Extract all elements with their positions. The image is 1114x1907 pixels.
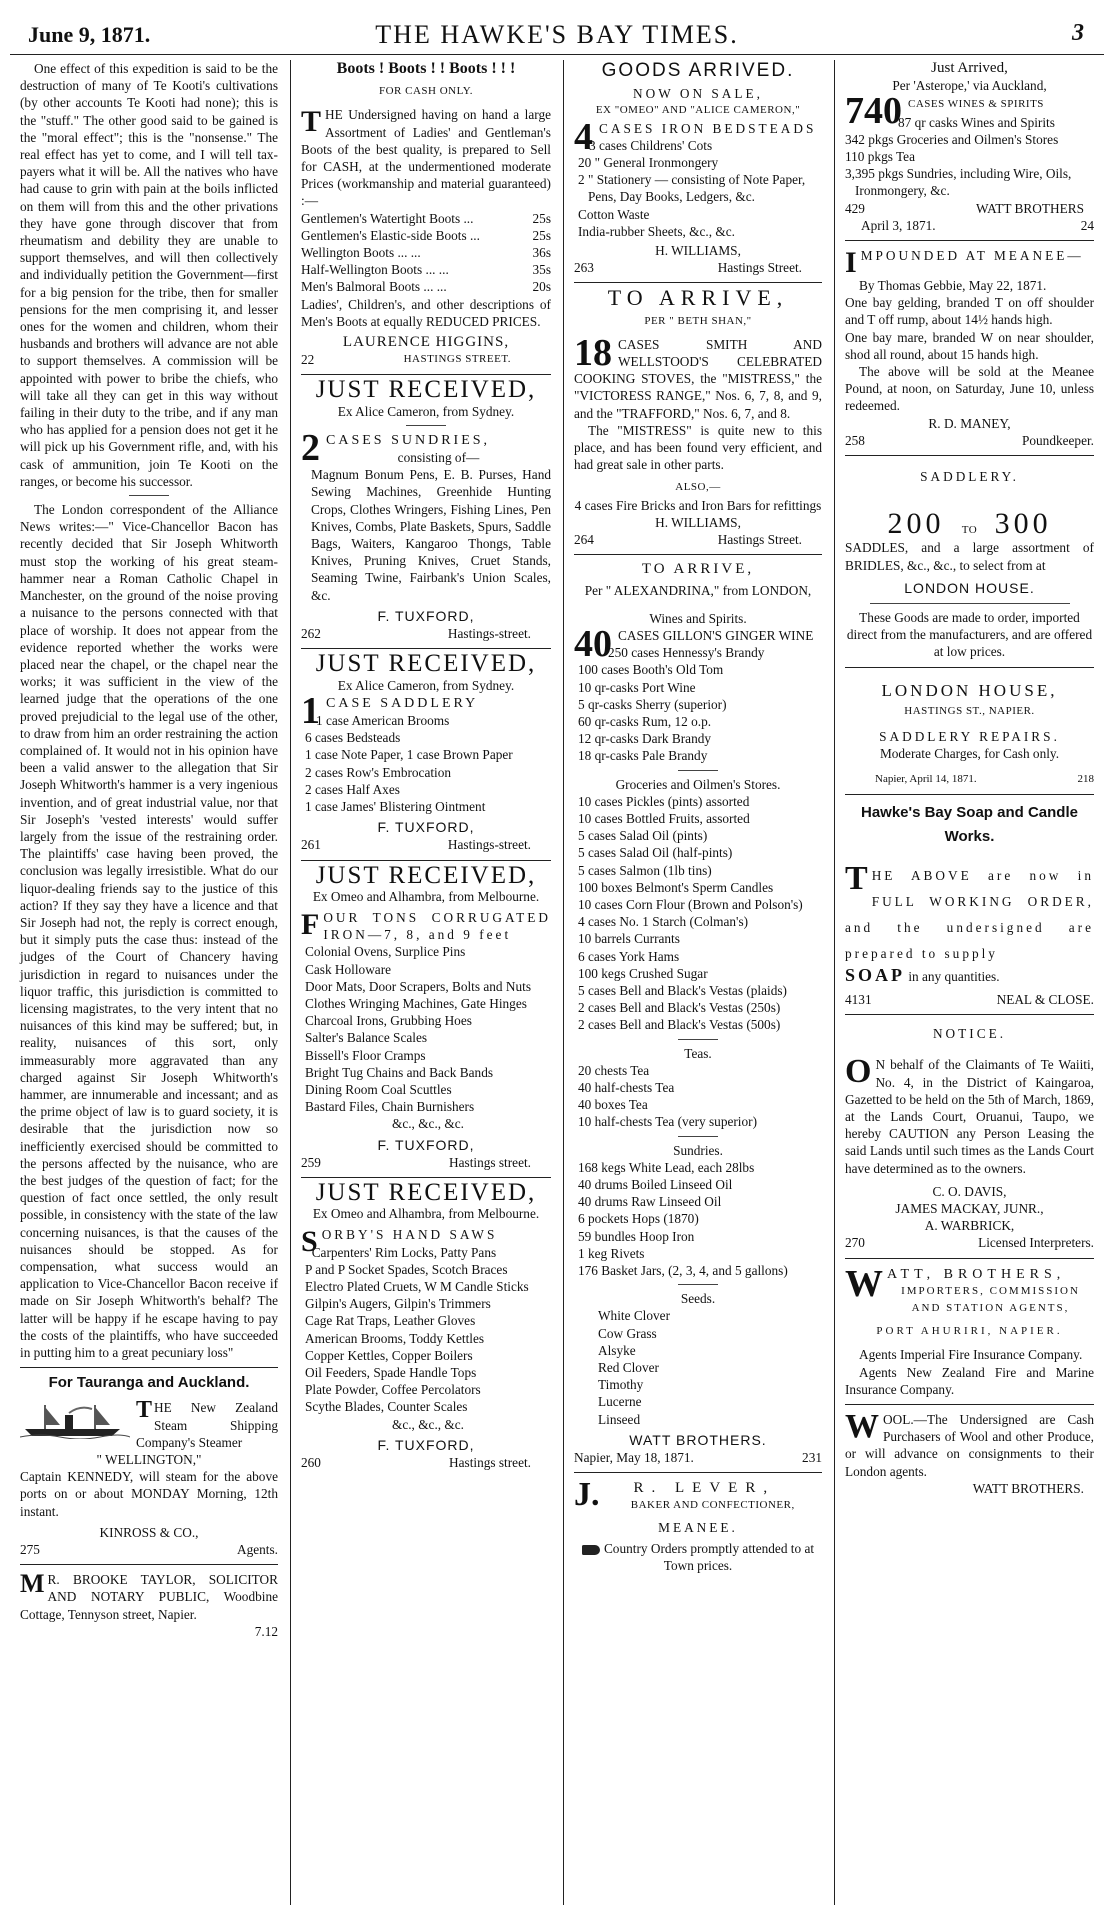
ad-heading: JUST RECEIVED, — [315, 376, 537, 404]
ad-number: 4131 — [845, 991, 872, 1007]
article-whitworth: The London correspondent of the Alliance News writes:—" Vice-Chancellor Bacon has recently decided that Sir Joseph Whitworth must stop the working of his great steam-hammer near a Roman Catholic Chapel in Manchester, on the ground of the noise proving a nuisance to the persons connected with that place of worship. It does not appear from the evidence reported whether the works were placed near the chapel, or the chapel near the works; it was sufficient in the view of the learned judge that the operations of the one proved prejudicial to the legal use of the other, to draw from him an order restraining the action complained of. It would not in his opinion have been a valid answer to the allegation that Sir Joseph Whitworth's hammer is a very ingenious invention, and of great industrial value, nor that Sir Joseph's 'vested interests' would suffer largely from the issue of the restraining order. The plaintiffs' case having been proved, the conclusion was legally irresistible. What do our liquor-dealing friends say to the justice of this action? If they say they have a licence and that Sir Joseph had not, the reply is correct enough, but it simply puts the case thus: instead of the judges of the Court of Chancery having jurisdiction in regard to nuisances under the liquor traffic, this jurisdiction is committed to licensing magistrates, to the very intent that no nuisances of this kind may be suffered; but, in reality, nuisances of this sort, only immeasurably more aggravated than any charged against Sir Joseph Whitworth's hammer, are innumerable and incessant; and as the prime object of law is to guard society, it is desirable that the jurisdiction now so inefficiently exercised should be committed to the persons affected by the nuisance, who are the best judges of the question of fact; for the question of fact once settled, the only result possible, in consistency with the state of the law concerning nuisances, is that the causes of the nuisances should be stopped. As for compensation, what success would an application to Vice-Chancellor Bacon receive if made on Sir Joseph Whitworth's behalf? The latter will be happy if he escape having to pay the costs of the plaintiffs, who have succeeded in putting him to a great pecuniary loss" — [20, 502, 278, 1361]
article-te-kooti: One effect of this expedition is said to be the destruction of many of Te Kooti's cultivations (by other accounts Te Kooti had none); this is the "stuff." The other good said to be gained is the "moral effect"; this is the "nonsense." The real effect has yet to come, and I will tell tax-payers what it will be. All the natives who have had cause to grin with pain at the boils inflicted on them will from this and the other privations they have gone through discover that from rheumatism and debility they are unable to support themselves, and will then collectively and individually petition the Government—first for a big pension for the tribe, then for smaller pensions for the men comprising it, and lesser ones for the women and children, whom their husbands and brothers will advance are not able to support themselves. A commission will be appointed with power to bribe the chiefs, who will take all they can get in this way without failing in their duty to the tribe, and if any man who has applied for a pension does not get it he will pick up his Government rifle, and, with his cask of ammunition, join Te Kooti on the ranges, or become his successor. — [20, 61, 278, 489]
ad-tail: in any quantities. — [908, 968, 1000, 984]
ad-signature: WATT BROTHERS. — [629, 1431, 767, 1448]
ad-number-2: 24 — [1080, 217, 1094, 233]
divider — [845, 1258, 1094, 1259]
ad-number: 231 — [802, 1450, 822, 1466]
ad-heading: JUST RECEIVED, — [315, 1178, 537, 1206]
ad-body: N behalf of the Claimants of Te Waiiti, No. 4, in the District of Kaingaroa, Gazetted to be held on the 5th of March, 1869, at the Lands Court, Oruanui, Taupo, we hereby CAUTION any Person Leasing the said Lands until such times as the Lands Court have determined as to the owners. — [845, 1057, 1094, 1176]
ad-wool: WOOL.—The Undersigned are Cash Purchasers of Wool and other Produce, or will advance on consignments to their London agents. WATT BROTHERS. — [845, 1407, 1094, 1496]
list-item: 2 cases Bell and Black's Vestas (500s) — [578, 1017, 781, 1033]
ad-heading: Hawke's Bay Soap and Candle Works. — [861, 803, 1078, 845]
ad-to-arrive-alexandrina — [574, 561, 822, 1466]
ad-title: CASES WINES & SPIRITS — [908, 98, 1044, 111]
list-item: &c., &c., &c. — [391, 1416, 464, 1432]
section-heading: Teas. — [684, 1045, 712, 1061]
ad-heading: Just Arrived, — [931, 60, 1008, 76]
column-4 — [834, 60, 1104, 1905]
list-item: 6 pockets Hops (1870) — [578, 1211, 699, 1227]
list-item: Colonial Ovens, Surplice Pins — [305, 944, 466, 960]
ad-subheading: Ex Omeo and Alhambra, from Melbourne. — [312, 1206, 540, 1222]
issue-date: June 9, 1871. — [28, 22, 151, 47]
list-item: 20 chests Tea — [578, 1062, 650, 1078]
list-item: 4 cases No. 1 Starch (Colman's) — [578, 914, 749, 930]
ad-number: 7.12 — [254, 1623, 278, 1639]
ad-body-1: Agents Imperial Fire Insurance Company. — [859, 1347, 1083, 1363]
ad-subheading-2: EX "OMEO" AND "ALICE CAMERON," — [595, 104, 801, 117]
ad-address: Hastings Street. — [717, 532, 802, 548]
ad-big-number: 1 — [301, 689, 320, 732]
pointing-hand-icon — [582, 1545, 600, 1555]
divider — [845, 1404, 1094, 1405]
list-item: Clothes Wringing Machines, Gate Hinges — [305, 995, 527, 1011]
ad-address: Hastings-street. — [447, 837, 531, 853]
ad-heading: For Tauranga and Auckland. — [48, 1374, 250, 1392]
list-item: 10 cases Pickles (pints) assorted — [578, 793, 750, 809]
list-item: 20 " General Ironmongery — [578, 155, 719, 171]
list-item: 2 cases Half Axes — [305, 781, 400, 797]
ad-just-received-4: JUST RECEIVED, Ex Omeo and Alhambra, from Melbourne. SORBY'S HAND SAWS Carpenters' Rim Locks, Patty Pans P and P Socket Spades, Scotch Braces Electro Plated Cruets, W M Candle Sticks Gilpin's Augers, Gilpin's Trimmers Cage Rat Traps, Leather Gloves American Brooms, Toddy Kettles Copper Kettles, Copper Boilers Oil Feeders, Spade Handle Tops Plate Powder, Coffee Percolators Scythe Blades, Counter Scales &c., &c., &c. F. TUXFORD, 260 Hastings street. — [301, 1184, 551, 1471]
list-item: 1 case James' Blistering Ointment — [305, 798, 486, 814]
divider — [301, 1177, 551, 1178]
ad-tauranga: For Tauranga and Auckland. THE New Zealand Steam Shipping Company's Steamer " WELLINGTON," Captain KENNEDY, will steam for the above ports on or about MONDAY Morning, 12th instant. KINROSS & CO., 275 Agents. — [20, 1374, 278, 1558]
list-item: 40 half-chests Tea — [578, 1079, 675, 1095]
masthead — [10, 10, 1104, 55]
ad-signature: F. TUXFORD, — [377, 1436, 475, 1453]
ad-number: 263 — [574, 260, 594, 276]
ad-brooke-taylor: M R. BROOKE TAYLOR, SOLICITOR AND NOTARY PUBLIC, Woodbine Cottage, Tennyson street, Napier. 7.12 — [20, 1569, 278, 1639]
list-item: India-rubber Sheets, &c., &c. — [578, 223, 735, 239]
price-row: Gentlemen's Elastic-side Boots ... 25s — [301, 227, 551, 243]
list-item: 250 cases Hennessy's Brandy — [608, 645, 765, 661]
list-item: 18 qr-casks Pale Brandy — [578, 748, 708, 764]
ad-big-number-2: 300 — [994, 507, 1052, 541]
list-item: Timothy — [598, 1377, 644, 1393]
ad-title: CASES SUNDRIES, — [326, 432, 491, 448]
ad-subheading: Per 'Asterope,' via Auckland, — [892, 78, 1047, 94]
list-item: 2 cases Row's Embrocation — [305, 764, 452, 780]
divider — [574, 554, 822, 555]
ad-number: 261 — [301, 837, 321, 853]
list-item: 2 cases Bell and Black's Vestas (250s) — [578, 1000, 781, 1016]
ad-title: CASES GILLON'S GINGER WINE — [618, 627, 814, 643]
ad-signature: WATT BROTHERS — [976, 200, 1084, 216]
agent-role: Agents. — [237, 1542, 278, 1558]
ad-address: HASTINGS STREET. — [403, 353, 511, 366]
ad-signature-1: C. O. DAVIS, — [932, 1183, 1007, 1199]
ad-signature: F. TUXFORD, — [377, 819, 475, 836]
list-item: 10 barrels Currants — [578, 931, 680, 947]
list-item: 60 qr-casks Rum, 12 o.p. — [578, 713, 712, 729]
ad-signature: WATT BROTHERS. — [972, 1480, 1084, 1496]
ad-body: Magnum Bonum Pens, E. B. Purses, Hand Sewing Machines, Greenhide Hunting Crops, Clothes Wringers, Fishing Lines, Pen Knives, Combs, Plate Baskets, Spurs, Saddle Bags, Waiters, Kangaroo Thongs, Table Knives, Pruning Knives, Cruet Stands, Seaming Twine, Fairbank's Union Scales, &c. — [311, 467, 551, 603]
list-item: Red Clover — [598, 1360, 659, 1376]
ad-body-2: Agents New Zealand Fire and Marine Insurance Company. — [845, 1364, 1094, 1397]
list-item: Cow Grass — [598, 1325, 657, 1341]
ad-subheading: IMPORTERS, COMMISSION AND STATION AGENTS, — [901, 1284, 1080, 1314]
ad-title: CASES IRON BEDSTEADS — [599, 120, 817, 136]
ad-signature-3: A. WARBRICK, — [924, 1218, 1015, 1234]
list-item: &c., &c., &c. — [391, 1116, 464, 1132]
ad-saddlery: SADDLERY. 200 TO 300 SADDLES, and a large assortment of BRIDLES, &c., &c., to select from at LONDON HOUSE. These Goods are made to order, imported direct from the manufacturers, and are offered at low prices. LONDON HOUSE, HASTINGS ST., NAPIER. SADDLERY REPAIRS. Moderate Charges, for Cash only. Napier, April 14, 1871. 218 — [845, 468, 1094, 788]
list-item: Alsyke — [598, 1342, 636, 1358]
list-item: 5 cases Salad Oil (half-pints) — [578, 845, 733, 861]
ad-big-number: 740 — [845, 90, 902, 133]
ad-boots: Boots ! Boots ! ! Boots ! ! ! FOR CASH ONLY. THE Undersigned having on hand a large Assortment of Ladies' and Gentleman's Boots of the best quality, is prepared to Sell for CASH, at the undermentioned moderate Prices (workmanship and material guaranteed) :— Gentlemen's Watertight Boots ... 25s Gentlemen's Elastic-side Boots ... 25s Wellington Boots ... ... 36s Half-Wellington Boots ... ... 35s Men's Balmoral Boots ... ... 20s Ladies', Children's, and other descriptions of Men's Boots at equally REDUCED PRICES. LAURENCE HIGGINS, 22 HASTINGS STREET. — [301, 60, 551, 368]
ad-house: LONDON HOUSE, — [881, 680, 1058, 700]
ad-subheading: FOR CASH ONLY. — [378, 85, 474, 98]
divider — [301, 860, 551, 861]
section-heading: Seeds. — [680, 1291, 716, 1307]
list-item: American Brooms, Toddy Kettles — [305, 1330, 485, 1346]
ad-charges: Moderate Charges, for Cash only. — [879, 746, 1060, 762]
list-item: Plate Powder, Coffee Percolators — [305, 1382, 481, 1398]
list-item: 1 case American Brooms — [316, 712, 450, 728]
ad-body-3: The above will be sold at the Meanee Pound, at noon, on Saturday, June 10, unless redeemed. — [845, 364, 1094, 414]
list-item: 10 cases Corn Flour (Brown and Polson's) — [578, 896, 803, 912]
ad-number: 270 — [845, 1235, 865, 1251]
divider — [845, 794, 1094, 795]
ad-address: Hastings-street. — [447, 626, 531, 642]
ad-role: Licensed Interpreters. — [978, 1235, 1094, 1251]
list-item: 6 cases Bedsteads — [305, 730, 401, 746]
ad-watt-brothers: WATT, BROTHERS, IMPORTERS, COMMISSION AND STATION AGENTS, PORT AHURIRI, NAPIER. Agents Imperial Fire Insurance Company. Agents New Zealand Fire and Marine Insurance Company. — [845, 1262, 1094, 1397]
list-item: White Clover — [598, 1308, 671, 1324]
list-item: Bright Tug Chains and Back Bands — [305, 1064, 494, 1080]
ad-date: Napier, May 18, 1871. — [574, 1450, 694, 1466]
list-item: 10 qr-casks Port Wine — [578, 679, 696, 695]
list-item: 3,395 pkgs Sundries, including Wire, Oils, Ironmongery, &c. — [845, 166, 1072, 199]
ad-subheading: Per " ALEXANDRINA," from LONDON, — [584, 583, 812, 599]
ad-subheading: Ex Alice Cameron, from Sydney. — [337, 677, 515, 693]
list-item: 100 cases Booth's Old Tom — [578, 662, 724, 678]
ad-body: SADDLES, and a large assortment of BRIDLES, &c., &c., to select from at — [845, 540, 1094, 573]
ad-title: OUR TONS CORRUGATED IRON—7, 8, and 9 feet — [323, 909, 551, 943]
list-item: 176 Basket Jars, (2, 3, 4, and 5 gallons) — [578, 1263, 788, 1278]
ad-heading: NOTICE. — [932, 1026, 1007, 1042]
list-item: Scythe Blades, Counter Scales — [305, 1399, 468, 1415]
ad-signature: NEAL & CLOSE. — [996, 991, 1094, 1007]
ad-heading: TO ARRIVE, — [641, 561, 755, 578]
list-item: 5 cases Salad Oil (pints) — [578, 828, 708, 844]
list-item: 10 cases Bottled Fruits, assorted — [578, 810, 750, 826]
ad-number: 259 — [301, 1154, 321, 1170]
ad-body-2: One bay mare, branded W on near shoulder, shod all round, about 15 hands high. — [845, 329, 1094, 362]
ad-number: 264 — [574, 532, 594, 548]
column-2 — [290, 60, 561, 1905]
list-item: 2 " Stationery — consisting of Note Paper, Pens, Day Books, Ledgers, &c. — [578, 172, 806, 205]
list-item: Linseed — [598, 1411, 641, 1427]
ad-heading: Boots ! Boots ! ! Boots ! ! ! — [336, 60, 516, 77]
list-item: Carpenters' Rim Locks, Patty Pans — [311, 1244, 497, 1260]
ad-also-body: 4 cases Fire Bricks and Iron Bars for refittings — [574, 497, 822, 513]
steamship-icon — [20, 1401, 130, 1439]
ad-body: Country Orders promptly attended to at Town prices. — [603, 1540, 815, 1574]
ad-heading: JUST RECEIVED, — [315, 861, 537, 889]
ad-body-1: One bay gelding, branded T on off shoulder and T off rump, about 14½ hands high. — [845, 295, 1094, 328]
ad-repairs: SADDLERY REPAIRS. — [879, 729, 1060, 745]
ad-address: Hastings Street. — [717, 260, 802, 276]
ad-number: 260 — [301, 1455, 321, 1471]
ad-number: 218 — [1077, 772, 1094, 785]
list-item: 40 drums Raw Linseed Oil — [578, 1194, 722, 1210]
ad-address: Hastings street. — [449, 1154, 531, 1170]
list-item: Salter's Balance Scales — [305, 1030, 428, 1046]
ad-signature: F. TUXFORD, — [377, 1136, 475, 1153]
ad-body: HE Undersigned having on hand a large Assortment of Ladies' and Gentleman's Boots of the best quality, is prepared to Sell for CASH, at the undermentioned moderate Prices (workmanship and material guaranteed) :— — [301, 107, 551, 209]
ad-number: 429 — [845, 200, 865, 216]
list-item: Lucerne — [598, 1394, 642, 1410]
ad-heading: GOODS ARRIVED. — [601, 60, 795, 81]
list-item: Gilpin's Augers, Gilpin's Trimmers — [305, 1296, 491, 1312]
price-row: Half-Wellington Boots ... ... 35s — [301, 262, 551, 278]
ad-soap-works: Hawke's Bay Soap and Candle Works. THE ABOVE are now in FULL WORKING ORDER, and the undersigned are prepared to supply SOAP in any quantities. 4131 NEAL & CLOSE. — [845, 801, 1094, 1008]
list-item: 6 cases York Hams — [578, 948, 680, 964]
ad-signature-2: JAMES MACKAY, JUNR., — [895, 1200, 1044, 1216]
ad-heading: TO ARRIVE, — [607, 285, 789, 311]
ad-trade: BAKER AND CONFECTIONER, — [630, 1499, 795, 1512]
ad-heading: MPOUNDED AT MEANEE— — [860, 248, 1084, 264]
divider — [20, 1367, 278, 1368]
list-item: 5 qr-casks Sherry (superior) — [578, 696, 727, 712]
ad-title: ORBY'S HAND SAWS — [321, 1227, 498, 1243]
ad-number: 258 — [845, 432, 865, 448]
list-item: 40 drums Boiled Linseed Oil — [578, 1176, 733, 1192]
ad-signature: LAURENCE HIGGINS, — [342, 334, 510, 351]
list-item: Bastard Files, Chain Burnishers — [305, 1099, 475, 1115]
ad-just-received-2 — [301, 650, 551, 853]
divider — [20, 1564, 278, 1565]
ad-just-received-1: JUST RECEIVED, Ex Alice Cameron, from Sydney. 2 CASES SUNDRIES, consisting of— Magnum Bonum Pens, E. B. Purses, Hand Sewing Machines, Greenhide Hunting Crops, Clothes Wringers, Fishing Lines, Pen Knives, Combs, Plate Baskets, Spurs, Saddle Bags, Waiters, Kangaroo Thongs, Table Knives, Pruning Knives, Cruet Stands, Seaming Twine, Fairbank's Union Scales, &c. F. TUXFORD, 262 Hastings-street. — [301, 376, 551, 642]
list-item: Oil Feeders, Spade Handle Tops — [305, 1365, 477, 1381]
ad-body: HE New Zealand Steam Shipping Company's Steamer — [136, 1400, 278, 1450]
ad-number: 275 — [20, 1542, 40, 1558]
list-item: 10 half-chests Tea (very superior) — [578, 1114, 758, 1130]
ad-lever: J. R. LEVER, BAKER AND CONFECTIONER, MEANEE. Country Orders promptly attended to at Town prices. — [574, 1479, 822, 1574]
ad-body: HE ABOVE are now in FULL WORKING ORDER, and the undersigned are prepared to supply — [845, 867, 1094, 961]
list-item: 342 pkgs Groceries and Oilmen's Stores — [845, 131, 1059, 147]
list-item: 5 cases Salmon (1lb tins) — [578, 862, 712, 878]
ad-subheading: Ex Omeo and Alhambra, from Melbourne. — [312, 888, 540, 904]
ad-date: Napier, April 14, 1871. — [875, 772, 977, 785]
divider — [845, 455, 1094, 456]
ad-date: April 3, 1871. — [861, 217, 936, 233]
column-1 — [10, 60, 288, 1905]
ad-by: By Thomas Gebbie, May 22, 1871. — [859, 278, 1047, 294]
ad-just-arrived — [845, 60, 1094, 234]
list-item: 168 kegs White Lead, each 28lbs — [578, 1159, 755, 1175]
ad-body: OOL.—The Undersigned are Cash Purchasers of Wool and other Produce, or will advance on consignments to their London agents. — [845, 1411, 1094, 1479]
ad-heading: JUST RECEIVED, — [315, 650, 537, 678]
ad-big-number: 40 — [574, 622, 612, 665]
list-item: Electro Plated Cruets, W M Candle Sticks — [305, 1279, 529, 1294]
list-item: P and P Socket Spades, Scotch Braces — [305, 1261, 508, 1277]
ad-body: R. BROOKE TAYLOR, SOLICITOR AND NOTARY PUBLIC, Woodbine Cottage, Tennyson street, Napier. — [20, 1572, 278, 1622]
ad-heading: SADDLERY. — [920, 469, 1019, 485]
ad-role: Poundkeeper. — [1021, 432, 1094, 448]
divider — [845, 240, 1094, 241]
list-item: 110 pkgs Tea — [845, 149, 915, 165]
ad-tail: Ladies', Children's, and other descriptions of Men's Boots at equally REDUCED PRICES. — [301, 296, 551, 329]
ad-number: 22 — [301, 352, 315, 368]
ad-subheading: NOW ON SALE, — [633, 86, 763, 102]
ad-number: 262 — [301, 626, 321, 642]
ad-signature: H. WILLIAMS, — [655, 514, 741, 530]
list-item: 40 boxes Tea — [578, 1097, 648, 1113]
newspaper-title: THE HAWKE'S BAY TIMES. — [375, 20, 739, 49]
list-item: 5 cases Bell and Black's Vestas (plaids) — [578, 982, 787, 998]
ad-signature: F. TUXFORD, — [377, 607, 475, 624]
list-item: 1 case Note Paper, 1 case Brown Paper — [305, 747, 513, 763]
list-item: 87 qr casks Wines and Spirits — [898, 114, 1055, 130]
list-item: 100 kegs Crushed Sugar — [578, 965, 708, 981]
divider — [574, 1472, 822, 1473]
ad-impounded: IMPOUNDED AT MEANEE— By Thomas Gebbie, May 22, 1871. One bay gelding, branded T on off shoulder and T off rump, about 14½ hands high. One bay mare, branded W on near shoulder, shod all round, about 15 hands high. The above will be sold at the Meanee Pound, at noon, on Saturday, June 10, unless redeemed. R. D. MANEY, 258 Poundkeeper. — [845, 246, 1094, 448]
list-item: Cask Holloware — [305, 961, 392, 977]
ad-address: HASTINGS ST., NAPIER. — [904, 704, 1035, 717]
agent-name: KINROSS & CO., — [99, 1524, 199, 1540]
divider — [129, 495, 169, 496]
ad-big-number: 4 — [574, 115, 593, 158]
ad-signature: H. WILLIAMS, — [655, 243, 741, 259]
ad-to-arrive-beth-shan: TO ARRIVE, PER " BETH SHAN," 18 CASES SMITH AND WELLSTOOD'S CELEBRATED COOKING STOVES, the "MISTRESS," the "VICTORESS RANGE," Nos. 6, 7, 8, and 9, and the "TRAFFORD," Nos. 6, 7, and 8. The "MISTRESS" is quite new to this place, and has been found very efficient, and had great sale in other parts. ALSO,— 4 cases Fire Bricks and Iron Bars for refittings H. WILLIAMS, 264 Hastings Street. — [574, 285, 822, 548]
ad-subheading: Ex Alice Cameron, from Sydney. — [337, 403, 515, 419]
divider — [301, 648, 551, 649]
list-item: 100 boxes Belmont's Sperm Candles — [578, 879, 774, 895]
list-item: Door Mats, Door Scrapers, Bolts and Nuts — [305, 978, 532, 994]
ad-goods-arrived — [574, 62, 822, 276]
list-item: 59 bundles Hoop Iron — [578, 1228, 695, 1244]
list-item: Dining Room Coal Scuttles — [305, 1081, 452, 1097]
list-item: Bissell's Floor Cramps — [305, 1047, 426, 1063]
list-item: Charcoal Irons, Grubbing Hoes — [305, 1013, 472, 1029]
ship-name: " WELLINGTON," — [96, 1452, 202, 1468]
divider — [574, 282, 822, 283]
column-3 — [563, 60, 832, 1905]
ad-title: CASE SADDLERY — [326, 695, 479, 711]
ad-body: CASES SMITH AND WELLSTOOD'S CELEBRATED COOKING STOVES, the "MISTRESS," the "VICTORESS RANGE," Nos. 6, 7, 8, and 9, and the "TRAFFORD," Nos. 6, 7, and 8. — [574, 336, 822, 421]
list-item: Cage Rat Traps, Leather Gloves — [305, 1313, 476, 1329]
ad-body-2: Captain KENNEDY, will steam for the above ports on or about MONDAY Morning, 12th instant. — [20, 1469, 278, 1519]
ad-just-received-3: JUST RECEIVED, Ex Omeo and Alhambra, from Melbourne. FOUR TONS CORRUGATED IRON—7, 8, and 9 feet Colonial Ovens, Surplice Pins Cask Holloware Door Mats, Door Scrapers, Bolts and Nuts Clothes Wringing Machines, Gate Hinges Charcoal Irons, Grubbing Hoes Salter's Balance Scales Bissell's Floor Cramps Bright Tug Chains and Back Bands Dining Room Coal Scuttles Bastard Files, Chain Burnishers &c., &c., &c. F. TUXFORD, 259 Hastings street. — [301, 861, 551, 1170]
list-item: 1 keg Rivets — [578, 1245, 645, 1261]
section-heading: Sundries. — [673, 1142, 723, 1158]
divider — [301, 374, 551, 375]
section-heading: Groceries and Oilmen's Stores. — [615, 776, 781, 792]
ad-body-2: These Goods are made to order, imported direct from the manufacturers, and are offered at low prices. — [846, 610, 1093, 660]
price-row: Gentlemen's Watertight Boots ... 25s — [301, 210, 551, 226]
page-number: 3 — [1072, 20, 1084, 46]
ad-big-number: 2 — [301, 426, 320, 469]
ad-big-number: 200 — [887, 507, 945, 541]
ad-heading: R. LEVER, — [633, 1480, 776, 1497]
ad-signature: R. D. MANEY, — [928, 415, 1011, 431]
list-item: Cotton Waste — [578, 206, 650, 222]
list-item: Copper Kettles, Copper Boilers — [305, 1347, 473, 1363]
soap-label: SOAP — [845, 964, 906, 985]
ad-body-2: The "MISTRESS" is quite new to this place, and has been found very efficient, and had great sale in other parts. — [574, 422, 822, 473]
ad-notice: NOTICE. O N behalf of the Claimants of Te Waiiti, No. 4, in the District of Kaingaroa, Gazetted to be held on the 5th of March, 1869, at the Lands Court, Oruanui, Taupo, we hereby CAUTION any Person Leasing the said Lands until such times as the Lands Court have determined as to the owners. C. O. DAVIS, JAMES MACKAY, JUNR., A. WARBRICK, 270 Licensed Interpreters. — [845, 1026, 1094, 1251]
ad-heading: ATT, BROTHERS, — [887, 1266, 1066, 1282]
ad-place: MEANEE. — [658, 1519, 738, 1535]
divider — [845, 1014, 1094, 1015]
ad-address: Hastings street. — [449, 1455, 531, 1471]
ad-place: PORT AHURIRI, NAPIER. — [876, 1325, 1063, 1338]
section-heading: Wines and Spirits. — [649, 610, 747, 626]
list-item: 12 qr-casks Dark Brandy — [578, 731, 712, 747]
list-item: 3 cases Childrens' Cots — [589, 137, 713, 153]
ad-subheading: PER " BETH SHAN," — [644, 314, 752, 327]
ad-place: LONDON HOUSE. — [904, 579, 1035, 596]
ad-big-number: 18 — [574, 331, 612, 374]
price-row: Men's Balmoral Boots ... ... 20s — [301, 279, 551, 295]
price-row: Wellington Boots ... ... 36s — [301, 245, 551, 261]
